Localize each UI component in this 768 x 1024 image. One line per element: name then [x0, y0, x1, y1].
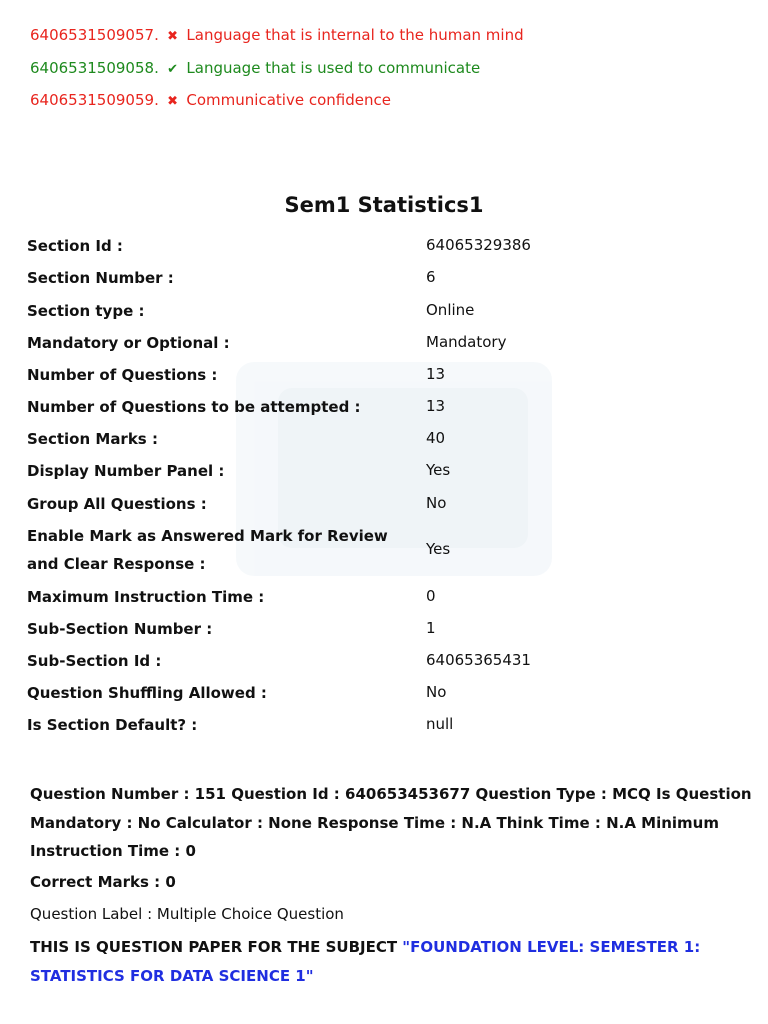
check-icon: ✔: [167, 62, 179, 77]
option-row: [30, 91, 391, 109]
row-value: 1: [426, 619, 436, 637]
section-title: Sem1 Statistics1: [284, 193, 484, 217]
row-value: 6: [426, 268, 436, 286]
cross-icon: ✖: [167, 94, 179, 109]
row-label: Sub-Section Number :: [27, 620, 213, 638]
row-value: null: [426, 715, 454, 733]
option-row: [30, 59, 480, 77]
option-text: Communicative confidence: [186, 91, 391, 109]
row-value: No: [426, 683, 447, 701]
row-label: Mandatory or Optional :: [27, 334, 230, 352]
question-metadata: Question Number : 151 Question Id : 640653453677 Question Type : MCQ Is Question Mandatory : No Calculator : None Response Time : N.A Think Time : N.A Minimum Instruction Time : 0: [30, 785, 752, 860]
row-label: Group All Questions :: [27, 495, 207, 513]
correct-marks: Correct Marks : 0: [30, 873, 176, 891]
option-row: [30, 26, 524, 44]
row-label: Section Marks :: [27, 430, 158, 448]
subject-name: "FOUNDATION LEVEL: SEMESTER 1: STATISTICS FOR DATA SCIENCE 1": [30, 938, 701, 985]
option-text: Language that is internal to the human mind: [186, 26, 524, 44]
row-label: Section Number :: [27, 269, 174, 287]
option-text: Language that is used to communicate: [186, 59, 481, 77]
row-value: Mandatory: [426, 333, 507, 351]
row-value: Online: [426, 301, 475, 319]
cross-icon: ✖: [167, 29, 179, 44]
option-id: 6406531509058.: [30, 59, 159, 77]
row-value: 13: [426, 397, 446, 415]
row-value: 13: [426, 365, 446, 383]
question-label: Question Label : Multiple Choice Question: [30, 905, 344, 923]
row-label: Number of Questions to be attempted :: [27, 398, 361, 416]
subject-line: [30, 933, 750, 990]
row-value: Yes: [426, 540, 451, 558]
row-label: Question Shuffling Allowed :: [27, 684, 267, 702]
option-id: 6406531509059.: [30, 91, 159, 109]
row-label: Number of Questions :: [27, 366, 218, 384]
row-label: Maximum Instruction Time :: [27, 588, 265, 606]
option-id: 6406531509057.: [30, 26, 159, 44]
row-label: Enable Mark as Answered Mark for Review and Clear Response :: [27, 527, 388, 573]
row-label: Section Id :: [27, 237, 123, 255]
row-value: No: [426, 494, 447, 512]
row-value: Yes: [426, 461, 451, 479]
row-value: 64065329386: [426, 236, 531, 254]
row-value: 64065365431: [426, 651, 531, 669]
row-label: Section type :: [27, 302, 145, 320]
row-label: Display Number Panel :: [27, 462, 225, 480]
row-label: Is Section Default? :: [27, 716, 198, 734]
row-value: 0: [426, 587, 436, 605]
row-value: 40: [426, 429, 446, 447]
row-label: Sub-Section Id :: [27, 652, 162, 670]
subject-prefix: THIS IS QUESTION PAPER FOR THE SUBJECT: [30, 938, 403, 956]
